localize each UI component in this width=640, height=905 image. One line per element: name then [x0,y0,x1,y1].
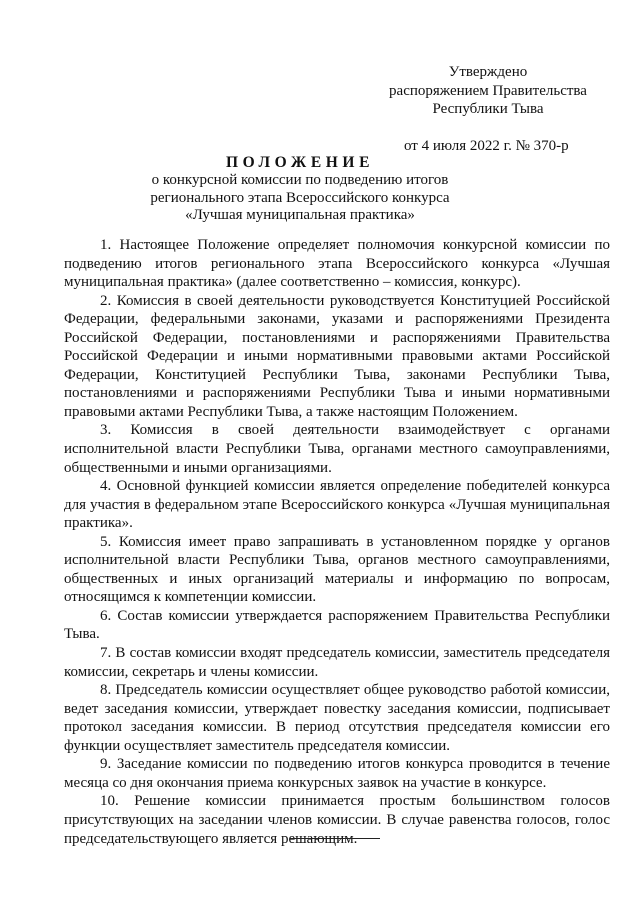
paragraph-6: 6. Состав комиссии утверждается распоряжением Правительства Республики Тыва. [64,607,610,643]
approval-line-republic: Республики Тыва [432,101,544,117]
paragraph-8: 8. Председатель комиссии осуществляет общее руководство работой комиссии, ведет заседания комиссии, утверждает повестку заседания комиссии, подписывает протокол заседания комиссии. В период отсутствия председателя комиссии его функции осуществляет заместитель председателя комиссии. [64,682,610,754]
paragraph-3: 3. Комиссия в своей деятельности взаимодействует с органами исполнительной власти Республики Тыва, органами местного самоуправлениями, общественными и иными организациями. [64,422,610,476]
approval-block [378,63,598,119]
document-subtitle-line-2: регионального этапа Всероссийского конкурса [150,189,450,206]
paragraph-1: 1. Настоящее Положение определяет полномочия конкурсной комиссии по подведению итогов регионального этапа Всероссийского конкурса «Лучшая муниципальная практика» (далее соответственно – комиссия, конкурс). [64,237,610,291]
paragraph-2: 2. Комиссия в своей деятельности руководствуется Конституцией Российской Федерации, федеральными законами, указами и распоряжениями Президента Российской Федерации, постановлениями и распоряжениями Правительства Российской Федерации и иными нормативными правовыми актами Российской Федерации, Конституцией Республики Тыва, законами Республики Тыва, постановлениями и распоряжениями Республики Тыва и иными нормативными правовыми актами Республики Тыва, а также настоящим Положением. [64,292,610,420]
paragraph-5: 5. Комиссия имеет право запрашивать в установленном порядке у органов исполнительной власти Республики Тыва, органов местного самоуправлениями, общественных и иных организаций материалы и информацию по вопросам, относящимся к компетенции комиссии. [64,533,610,606]
document-subtitle-line-3: «Лучшая муниципальная практика» [185,207,415,223]
paragraph-4: 4. Основной функцией комиссии является определение победителей конкурса для участия в федеральном этапе Всероссийского конкурса «Лучшая муниципальная практика». [64,478,610,532]
document-title-block [90,153,510,225]
order-date-number: от 4 июля 2022 г. № 370-р [404,138,569,154]
document-subtitle-line-1: о конкурсной комиссии по подведению итогов [151,172,449,188]
document-body [64,236,610,848]
paragraph-7: 7. В состав комиссии входят председатель комиссии, заместитель председателя комиссии, секретарь и члены комиссии. [64,645,610,680]
approval-line-order: распоряжением Правительства [389,82,587,99]
paragraph-10: 10. Решение комиссии принимается простым большинством голосов присутствующих на заседании членов комиссии. В случае равенства голосов, голос председательствующего является решающим. [64,793,610,847]
approval-line-approved: Утверждено [448,64,528,80]
end-divider-line [290,838,380,839]
document-title: ПОЛОЖЕНИЕ [225,154,375,171]
paragraph-9: 9. Заседание комиссии по подведению итогов конкурса проводится в течение месяца со дня окончания приема конкурсных заявок на участие в конкурсе. [64,756,610,791]
